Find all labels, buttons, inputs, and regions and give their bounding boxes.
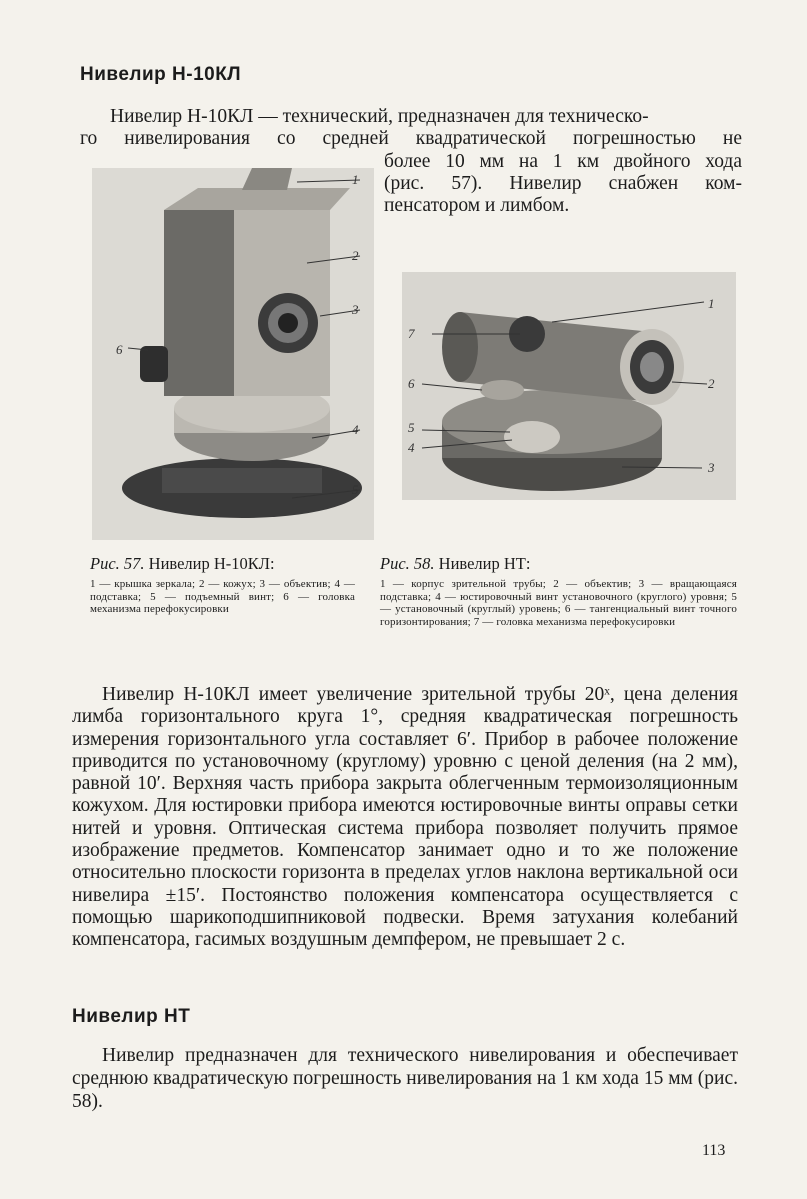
fig58-callout-3: 3: [708, 460, 715, 475]
figure-58-photo: [402, 272, 736, 500]
section-title-n10kl: Нивелир Н-10КЛ: [80, 64, 242, 85]
section-title-nt: Нивелир НТ: [72, 1006, 191, 1027]
fig58-callout-2: 2: [708, 376, 715, 391]
fig57-callout-1: 1: [352, 172, 359, 187]
figure-58-caption: [380, 554, 737, 628]
figure-57-caption-body: 1 — крышка зеркала; 2 — кожух; 3 — объектив; 4 — подставка; 5 — подъемный винт; 6 — головка механизма перефокусировки: [90, 578, 355, 615]
fig58-callout-6: 6: [408, 376, 415, 391]
fig58-callout-7: 7: [408, 326, 415, 341]
fig58-callout-1: 1: [708, 296, 715, 311]
figure-58-label: Рис. 58.: [380, 554, 435, 573]
fig57-callout-3: 3: [352, 302, 359, 317]
figure-57-caption-title: [90, 554, 355, 574]
figure-58-callouts-left: [404, 272, 428, 500]
fig58-callout-5: 5: [408, 420, 415, 435]
figure-57-label: Рис. 57.: [90, 554, 145, 573]
intro-line-1: Нивелир Н-10КЛ — технический, предназначен для техническо-: [110, 106, 649, 127]
intro-line-3: более 10 мм на 1 км двойного хода: [384, 151, 742, 172]
section-2-body: Нивелир предназначен для технического нивелирования и обеспечивает среднюю квадратическую погрешность нивелирования на 1 км хода 15 мм (рис. 58).: [72, 1045, 738, 1112]
fig58-callout-4: 4: [408, 440, 415, 455]
fig57-callout-6: 6: [116, 342, 123, 357]
figure-58-title: Нивелир НТ:: [438, 554, 531, 573]
intro-line-5: пенсатором и лимбом.: [384, 195, 570, 216]
figure-57-callouts: [352, 168, 392, 540]
figure-58-caption-body: 1 — корпус зрительной трубы; 2 — объектив; 3 — вращающаяся подставка; 4 — юстировочный винт установочного (круглого) уровня; 5 — установочный (круглый) уровень; 6 — тангенциальный винт точного горизонтирования; 7 — головка механизма перефокусировки: [380, 578, 737, 628]
intro-line-4: (рис. 57). Нивелир снабжен ком-: [384, 173, 742, 194]
figure-58-callouts-right: [706, 272, 730, 500]
figure-57-callout-6-wrap: [112, 336, 142, 366]
fig57-callout-5: 5: [352, 482, 359, 497]
figure-57-title: Нивелир Н-10КЛ:: [148, 554, 275, 573]
section-1-body: Нивелир Н-10КЛ имеет увеличение зрительной трубы 20ˣ, цена деления лимба горизонтального круга 1°, средняя квадратическая погрешность измерения горизонтального угла составляет 6′. Прибор в рабочее положение приводится по установочному (круглому) уровню с ценой деления (на 2 мм), равной 10′. Верхняя часть прибора закрыта облегченным термоизоляционным кожухом. Для юстировки прибора имеются юстировочные винты оправы сетки нитей и уровня. Оптическая система прибора позволяет получить прямое изображение предметов. Компенсатор занимает одно и то же положение относительно плоскости горизонта в пределах углов наклона вертикальной оси нивелира ±15′. Постоянство положения компенсатора осуществляется с помощью шарикоподшипниковой подвески. Время затухания колебаний компенсатора, гасимых воздушным демпфером, не превышает 2 с.: [72, 684, 738, 951]
figure-57-caption: [90, 554, 355, 616]
page-number: 113: [702, 1142, 726, 1159]
intro-line-2: го нивелирования со средней квадратической погрешностью не: [80, 128, 742, 149]
fig57-callout-4: 4: [352, 422, 359, 437]
figure-58-caption-title: [380, 554, 737, 574]
fig57-callout-2: 2: [352, 248, 359, 263]
